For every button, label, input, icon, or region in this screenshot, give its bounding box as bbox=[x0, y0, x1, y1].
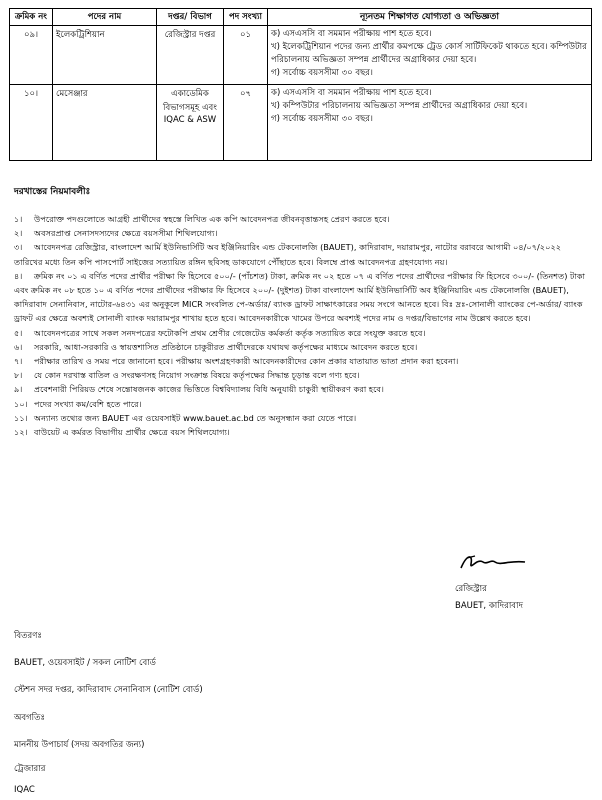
rule-item: ১১। অন্যান্য তথ্যের জন্য BAUET এর ওয়েবসাইট www.bauet.ac.bd তে অনুসন্ধান করা যেতে পারে। bbox=[14, 412, 357, 423]
cell-count: ০১ bbox=[224, 26, 268, 85]
header-serial: ক্রমিক নং bbox=[10, 9, 53, 26]
header-count: পদ সংখ্যা bbox=[224, 9, 268, 26]
info-item: মাননীয় উপাচার্য (সদয় অবগতির জন্য) bbox=[14, 740, 145, 750]
rule-item: ২। অবসরপ্রাপ্ত সেনাসদস্যদের ক্ষেত্রে বয়সসীমা শিথিলযোগ্য। bbox=[14, 228, 218, 239]
cell-post: মেসেঞ্জার bbox=[53, 85, 157, 161]
distribution-item: স্টেশন সদর দপ্তর, কাদিরাবাদ সেনানিবাস (নোটিশ বোর্ড) bbox=[14, 685, 203, 695]
rule-item: ১০। পদের সংখ্যা কম/বেশি হতে পারে। bbox=[14, 398, 142, 409]
rules-heading: দরখাস্তের নিয়মাবলীঃ bbox=[14, 187, 91, 197]
table-header-row bbox=[10, 9, 592, 26]
cell-office: একাডেমিক বিভাগসমূহ এবং IQAC & ASW bbox=[157, 85, 224, 161]
info-item: IQAC bbox=[14, 785, 35, 795]
cell-count: ০৭ bbox=[224, 85, 268, 161]
requirement-line: ক) এসএসসি বা সমমান পরীক্ষায় পাশ হতে হবে। bbox=[271, 88, 432, 98]
cell-requirements bbox=[268, 85, 592, 161]
rule-item: ৯। প্রবেশনারী পিরিয়ড শেষে সন্তোষজনক কাজের ভিত্তিতে বিশ্ববিদ্যালয় বিধি অনুযায়ী চাকুরী স্থায়ীকরণ করা হবে। bbox=[14, 384, 384, 395]
requirement-line: ক) এসএসসি বা সমমান পরীক্ষায় পাশ হতে হবে। bbox=[271, 29, 432, 39]
requirement-line: খ) কম্পিউটার পরিচালনায় অভিজ্ঞতা সম্পন্ন প্রার্থীদের অগ্রাধিকার দেয়া হবে। bbox=[271, 101, 528, 111]
rule-item: ৮। যে কোন দরখাস্ত বাতিল ও সংরক্ষণসহ নিয়োগ সংক্রান্ত বিষয়ে কর্তৃপক্ষের সিদ্ধান্ত চূড়ান্ত বলে গণ্য হবে। bbox=[14, 370, 360, 381]
cell-serial: ১০। bbox=[10, 85, 53, 161]
rule-item: ৬। সরকারি, আধা-সরকারি ও স্বায়ত্তশাসিত প্রতিষ্ঠানে চাকুরীরত প্রার্থীদেরকে যথাযথ কর্তৃপক্ষের মাধ্যমে আবেদন করতে হবে। bbox=[14, 341, 418, 352]
rule-item: ১। উপরোক্ত পদগুলোতে আগ্রহী প্রার্থীদের স্বহস্তে লিখিত এক কপি আবেদনপত্র জীবনবৃত্তান্তসহ প্রেরণ করতে হবে। bbox=[14, 214, 390, 224]
rule-item: ৩। আবেদনপত্র রেজিস্ট্রার, বাংলাদেশ আর্মি ইউনিভার্সিটি অব ইঞ্জিনিয়ারিং এন্ড টেকনোলজি (BAUET), কাদিরাবাদ, দয়ারামপুর, নাটোর বরাবরে আগামী ০৪/০৭/২০২২ তারিখের মধ্যে তিন কপি পাসপোর্ট সাইজের সত্যায়িত রঙ্গিন ছবিসহ ডাকযোগে পৌঁছাতে হবে। বিলম্বে প্রাপ্ত আবেদনপত্র গ্রহণযোগ্য নয়। bbox=[14, 242, 562, 267]
distribution-heading: বিতরণঃ bbox=[14, 631, 42, 641]
signatory-title: রেজিস্ট্রার bbox=[455, 584, 487, 594]
rules-list bbox=[14, 212, 588, 439]
header-post: পদের নাম bbox=[53, 9, 157, 26]
signature-block bbox=[455, 550, 529, 615]
header-office: দপ্তর/ বিভাগ bbox=[157, 9, 224, 26]
rule-item: ৪। ক্রমিক নং ০১ এ বর্ণিত পদের প্রার্থীর পরীক্ষা ফি হিসেবে ৫০০/- (পাঁচশত) টাকা, ক্রমিক নং ০২ হতে ০৭ এ বর্ণিত পদের প্রার্থীদের পরীক্ষার ফি হিসেবে ৩০০/- (তিনশত) টাকা এবং ক্রমিক নং ০৮ হতে ১০ এ বর্ণিত পদের প্রার্থীদের পরীক্ষার ফি হিসেবে ২০০/- (দুইশত) টাকা বাংলাদেশ আর্মি ইউনিভার্সিটি অব ইঞ্জিনিয়ারিং এন্ড টেকনোলজি (BAUET), কাদিরাবাদ সেনানিবাস, নাটোর-৬৪৩১ এর অনুকূলে MICR সংবলিত পে-অর্ডার/ ব্যাংক ড্রাফট সাক্ষাৎকারের সময় সংগে আনতে হবে। বিঃ দ্রঃ-সোনালী ব্যাংকের পে-অর্ডার/ ব্যাংক ড্রাফট এর ক্ষেত্রে অবশ্যই সোনালী ব্যাংক দয়ারামপুর শাখায় হতে হবে। আবেদনকারীকে খামের উপরে অবশ্যই পদের নাম ও দপ্তর/বিভাগের নাম উল্লেখ করতে হবে। bbox=[14, 270, 585, 324]
rule-item: ৫। আবেদনপত্রের সাথে সকল সনদপত্রের ফটোকপি প্রথম শ্রেণীর গেজেটেড কর্মকর্তা কর্তৃক সত্যায়িত করে সংযুক্ত করতে হবে। bbox=[14, 327, 426, 338]
signature-image bbox=[457, 550, 529, 574]
distribution-item: BAUET, ওয়েবসাইট / সকল নোটিশ বোর্ড bbox=[14, 658, 156, 668]
table-row bbox=[10, 85, 592, 161]
info-heading: অবগতিঃ bbox=[14, 713, 46, 723]
posts-table bbox=[9, 8, 592, 161]
requirement-line: খ) ইলেকট্রিশিয়ান পদের জন্য প্রার্থীর কমপক্ষে ট্রেড কোর্স সার্টিফিকেট থাকতে হবে। কম্পিউটার পরিচালনায় অভিজ্ঞতা সম্পন্ন প্রার্থীদের অগ্রাধিকার দেয়া হবে। bbox=[271, 42, 587, 65]
header-requirements: ন্যূনতম শিক্ষাগত যোগ্যতা ও অভিজ্ঞতা bbox=[268, 9, 592, 26]
cell-requirements bbox=[268, 26, 592, 85]
cell-post: ইলেকট্রিশিয়ান bbox=[53, 26, 157, 85]
signatory-org: BAUET, কাদিরাবাদ bbox=[455, 601, 523, 611]
table-row bbox=[10, 26, 592, 85]
requirement-line: গ) সর্বোচ্চ বয়সসীমা ৩০ বছর। bbox=[271, 114, 373, 124]
cell-serial: ০৯। bbox=[10, 26, 53, 85]
rule-item: ১২। বাউয়েট এ কর্মরত বিভাগীয় প্রার্থীর ক্ষেত্রে বয়স শিথিলযোগ্য। bbox=[14, 427, 230, 438]
cell-office: রেজিস্ট্রার দপ্তর bbox=[157, 26, 224, 85]
rule-item: ৭। পরীক্ষার তারিখ ও সময় পরে জানানো হবে। পরীক্ষায় অংশগ্রহণকারী আবেদনকারীদের কোন প্রকার যাতায়াত ভাতা প্রদান করা হবেনা। bbox=[14, 356, 459, 367]
requirement-line: গ) সর্বোচ্চ বয়সসীমা ৩০ বছর। bbox=[271, 68, 373, 78]
info-item: ট্রেজারার bbox=[14, 764, 46, 774]
